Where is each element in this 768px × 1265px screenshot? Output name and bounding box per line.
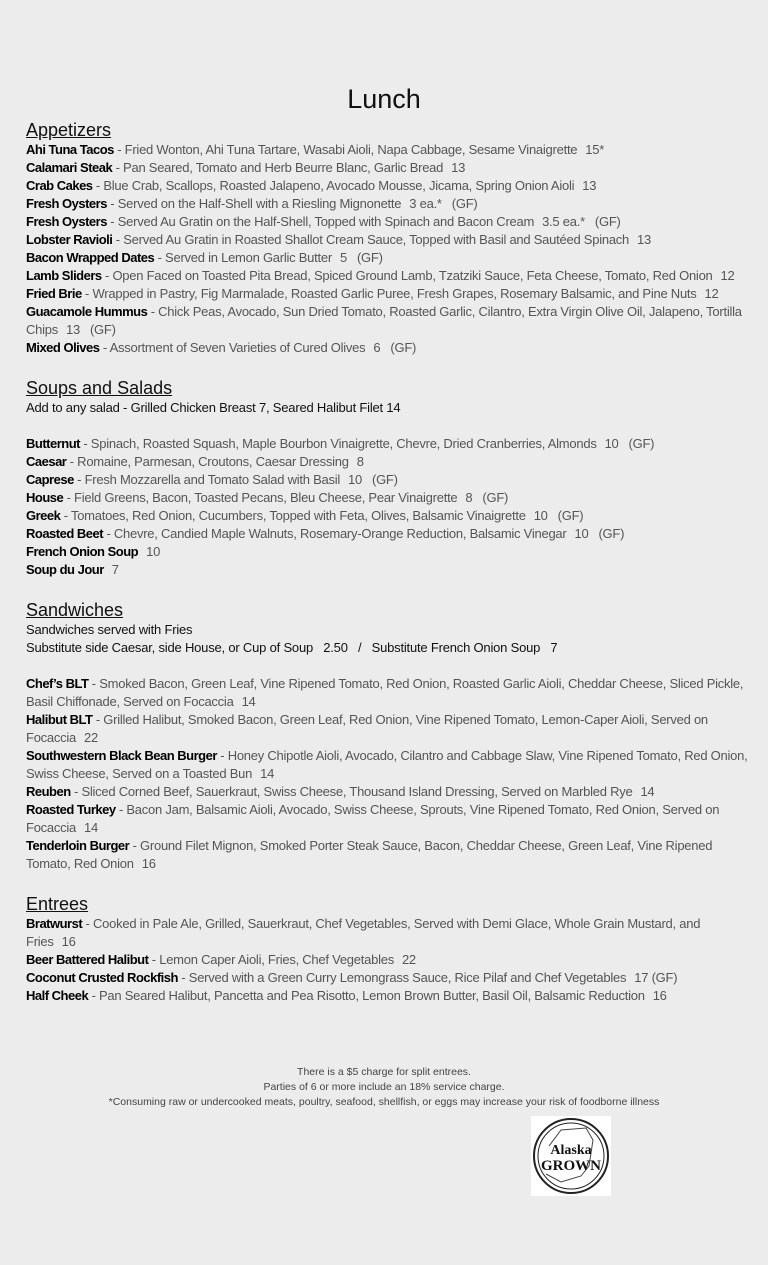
- menu-item-description: - Smoked Bacon, Green Leaf, Vine Ripened Tomato, Red Onion, Roasted Garlic Aioli, Cheddar Cheese, Sliced Pickle, Basil Chiffonade, Served on Focaccia: [26, 676, 744, 709]
- menu-item-name: Lobster Ravioli: [26, 232, 113, 247]
- menu-item-name: Southwestern Black Bean Burger: [26, 748, 217, 763]
- menu-item-name: French Onion Soup: [26, 544, 139, 559]
- menu-item-name: Calamari Steak: [26, 160, 113, 175]
- menu-item: [26, 747, 750, 783]
- section-entrees: [26, 893, 750, 1005]
- menu-item-price: 17 (GF): [634, 970, 678, 985]
- svg-text:GROWN: GROWN: [541, 1158, 601, 1174]
- menu-item-description: - Romaine, Parmesan, Croutons, Caesar Dressing: [66, 454, 349, 469]
- menu-item: [26, 543, 750, 561]
- menu-item-price: 3 ea.*: [409, 196, 442, 211]
- menu-item-name: Bacon Wrapped Dates: [26, 250, 155, 265]
- gluten-free-tag: (GF): [557, 508, 584, 523]
- menu-item-name: Bratwurst: [26, 916, 83, 931]
- menu-item-price: 10: [348, 472, 362, 487]
- menu-item-name: Crab Cakes: [26, 178, 93, 193]
- menu-item: [26, 453, 750, 471]
- menu-item: [26, 213, 750, 231]
- menu-item-description: - Spinach, Roasted Squash, Maple Bourbon Vinaigrette, Chevre, Dried Cranberries, Almonds: [80, 436, 597, 451]
- alaska-grown-logo-icon: [531, 1116, 611, 1196]
- menu-item-name: Greek: [26, 508, 61, 523]
- menu-item: [26, 303, 750, 339]
- menu-item-price: 10: [533, 508, 548, 523]
- section-heading: Appetizers: [26, 120, 112, 140]
- menu-item-name: Soup du Jour: [26, 562, 104, 577]
- menu-item-name: House: [26, 490, 64, 505]
- gluten-free-tag: (GF): [482, 490, 509, 505]
- menu-item-name: Ahi Tuna Tacos: [26, 142, 114, 157]
- menu-item-description: - Chick Peas, Avocado, Sun Dried Tomato, Roasted Garlic, Cilantro, Extra Virgin Olive Oil, Jalapeno, Tortilla Chips: [26, 304, 742, 337]
- menu-item-price: 22: [401, 952, 416, 967]
- gluten-free-tag: (GF): [628, 436, 655, 451]
- menu-item-price: 12: [704, 286, 719, 301]
- section-sandwiches: [26, 599, 750, 873]
- menu-item-name: Caesar: [26, 454, 67, 469]
- gluten-free-tag: (GF): [390, 340, 417, 355]
- menu-item-price: 12: [720, 268, 735, 283]
- menu-item-price: 22: [84, 730, 98, 745]
- menu-item: [26, 231, 750, 249]
- section-heading: Sandwiches: [26, 600, 124, 620]
- menu-item: [26, 141, 750, 159]
- menu-item: [26, 969, 750, 987]
- gluten-free-tag: (GF): [371, 472, 398, 487]
- menu-item: [26, 987, 750, 1005]
- menu-item-description: - Served Au Gratin on the Half-Shell, Topped with Spinach and Bacon Cream: [106, 214, 535, 229]
- gluten-free-tag: (GF): [356, 250, 383, 265]
- footer-line: *Consuming raw or undercooked meats, poultry, seafood, shellfish, or eggs may increase your risk of foodborne illness: [108, 1096, 660, 1108]
- menu-item: [26, 159, 750, 177]
- menu-item: [26, 525, 750, 543]
- menu-item-price: 14: [640, 784, 655, 799]
- menu-item: [26, 915, 750, 951]
- footer-notes: [0, 1065, 768, 1110]
- menu-item-description: - Field Greens, Bacon, Toasted Pecans, Bleu Cheese, Pear Vinaigrette: [63, 490, 458, 505]
- menu-item-description: - Open Faced on Toasted Pita Bread, Spiced Ground Lamb, Tzatziki Sauce, Feta Cheese, Tomato, Red Onion: [101, 268, 713, 283]
- menu-item-description: - Assortment of Seven Varieties of Cured Olives: [99, 340, 366, 355]
- menu-item: [26, 267, 750, 285]
- menu-item-price: 6: [373, 340, 381, 355]
- section-heading: Soups and Salads: [26, 378, 173, 398]
- menu-item-price: 16: [141, 856, 156, 871]
- menu-item-description: - Honey Chipotle Aioli, Avocado, Cilantro and Cabbage Slaw, Vine Ripened Tomato, Red Onion, Swiss Cheese, Served on a Toasted Bun: [26, 748, 748, 781]
- menu-item-price: 5: [339, 250, 347, 265]
- menu-item-price: 16: [61, 934, 76, 949]
- menu-item-description: - Chevre, Candied Maple Walnuts, Rosemary-Orange Reduction, Balsamic Vinegar: [103, 526, 567, 541]
- menu-item-description: - Lemon Caper Aioli, Fries, Chef Vegetables: [148, 952, 394, 967]
- section-heading: Entrees: [26, 894, 89, 914]
- section-appetizers: [26, 119, 750, 357]
- menu-item-name: Mixed Olives: [26, 340, 100, 355]
- menu-item: [26, 471, 750, 489]
- menu-item-price: 14: [241, 694, 256, 709]
- gluten-free-tag: (GF): [598, 526, 625, 541]
- menu-item: [26, 507, 750, 525]
- menu-item-name: Fresh Oysters: [26, 196, 107, 211]
- menu-item-price: 10: [604, 436, 619, 451]
- menu-item-price: 13: [451, 160, 466, 175]
- menu-item-description: - Served with a Green Curry Lemongrass Sauce, Rice Pilaf and Chef Vegetables: [177, 970, 627, 985]
- menu-item: [26, 783, 750, 801]
- svg-text:Alaska: Alaska: [550, 1143, 592, 1158]
- menu-item: [26, 951, 750, 969]
- menu-item-description: - Ground Filet Mignon, Smoked Porter Steak Sauce, Bacon, Cheddar Cheese, Green Leaf, Vine Ripened Tomato, Red Onion: [26, 838, 713, 871]
- menu-item-price: 13: [637, 232, 651, 247]
- menu-item-description: - Sliced Corned Beef, Sauerkraut, Swiss Cheese, Thousand Island Dressing, Served on Marbled Rye: [70, 784, 633, 799]
- menu-item-name: Fried Brie: [26, 286, 82, 301]
- menu-item: [26, 435, 750, 453]
- section-note: Sandwiches served with Fries: [26, 622, 193, 637]
- menu-item-price: 13: [66, 322, 80, 337]
- menu-item-name: Roasted Beet: [26, 526, 104, 541]
- section-note: Add to any salad - Grilled Chicken Breast 7, Seared Halibut Filet 14: [26, 400, 401, 415]
- menu-item-description: - Pan Seared, Tomato and Herb Beurre Blanc, Garlic Bread: [112, 160, 444, 175]
- menu-item: [26, 195, 750, 213]
- menu-item-price: 15*: [585, 142, 605, 157]
- menu-item-name: Coconut Crusted Rockfish: [26, 970, 178, 985]
- menu-item-description: - Served in Lemon Garlic Butter: [154, 250, 332, 265]
- gluten-free-tag: (GF): [89, 322, 116, 337]
- menu-item-price: 3.5 ea.*: [542, 214, 585, 229]
- menu-item-price: 10: [574, 526, 589, 541]
- menu-item-name: Halibut BLT: [26, 712, 93, 727]
- section-soups-salads: [26, 377, 750, 579]
- menu-item: [26, 489, 750, 507]
- gluten-free-tag: (GF): [451, 196, 478, 211]
- menu-item-description: - Pan Seared Halibut, Pancetta and Pea Risotto, Lemon Brown Butter, Basil Oil, Balsamic Reduction: [88, 988, 645, 1003]
- menu-item-name: Chef’s BLT: [26, 676, 89, 691]
- page-title: Lunch: [347, 84, 421, 114]
- menu-item-price: 14: [260, 766, 275, 781]
- menu-item-name: Beer Battered Halibut: [26, 952, 149, 967]
- menu-item-description: - Fried Wonton, Ahi Tuna Tartare, Wasabi Aioli, Napa Cabbage, Sesame Vinaigrette: [113, 142, 578, 157]
- menu-item-name: Half Cheek: [26, 988, 89, 1003]
- section-note: Substitute side Caesar, side House, or Cup of Soup 2.50 / Substitute French Onion Soup 7: [26, 640, 558, 655]
- menu-item-description: - Cooked in Pale Ale, Grilled, Sauerkraut, Chef Vegetables, Served with Demi Glace, Whole Grain Mustard, and Fries: [26, 916, 701, 949]
- menu-item-description: - Wrapped in Pastry, Fig Marmalade, Roasted Garlic Puree, Fresh Grapes, Rosemary Balsamic, and Pine Nuts: [81, 286, 697, 301]
- menu-item-description: - Served on the Half-Shell with a Riesling Mignonette: [106, 196, 402, 211]
- menu-item: [26, 285, 750, 303]
- footer-line: Parties of 6 or more include an 18% service charge.: [263, 1081, 505, 1093]
- menu-item: [26, 249, 750, 267]
- menu-item-price: 16: [652, 988, 667, 1003]
- menu-item-name: Roasted Turkey: [26, 802, 116, 817]
- menu-item-price: 7: [111, 562, 119, 577]
- menu-item-price: 10: [146, 544, 161, 559]
- menu-item-price: 14: [84, 820, 98, 835]
- gluten-free-tag: (GF): [594, 214, 621, 229]
- menu-item-description: - Tomatoes, Red Onion, Cucumbers, Topped with Feta, Olives, Balsamic Vinaigrette: [60, 508, 526, 523]
- menu-item: [26, 711, 750, 747]
- menu-item-price: 8: [465, 490, 473, 505]
- alaska-grown-logo: [531, 1116, 611, 1196]
- menu-item-price: 13: [582, 178, 597, 193]
- menu-item-description: - Blue Crab, Scallops, Roasted Jalapeno, Avocado Mousse, Jicama, Spring Onion Aioli: [92, 178, 575, 193]
- menu-item-name: Butternut: [26, 436, 80, 451]
- menu-item: [26, 177, 750, 195]
- menu-item-name: Tenderloin Burger: [26, 838, 130, 853]
- menu-item-name: Lamb Sliders: [26, 268, 102, 283]
- menu-item-description: - Bacon Jam, Balsamic Aioli, Avocado, Swiss Cheese, Sprouts, Vine Ripened Tomato, Red Onion, Served on Focaccia: [26, 802, 720, 835]
- menu-item-description: - Served Au Gratin in Roasted Shallot Cream Sauce, Topped with Basil and Sautéed Spinach: [112, 232, 630, 247]
- menu-item-name: Caprese: [26, 472, 74, 487]
- menu-item-price: 8: [356, 454, 364, 469]
- menu-item-name: Fresh Oysters: [26, 214, 107, 229]
- menu-item-description: - Grilled Halibut, Smoked Bacon, Green Leaf, Red Onion, Vine Ripened Tomato, Lemon-Caper Aioli, Served on Focaccia: [26, 712, 708, 745]
- menu-item-description: - Fresh Mozzarella and Tomato Salad with Basil: [73, 472, 341, 487]
- menu-item-name: Reuben: [26, 784, 71, 799]
- menu-item: [26, 561, 750, 579]
- menu-item: [26, 675, 750, 711]
- menu-item: [26, 801, 750, 837]
- menu-item: [26, 837, 750, 873]
- menu-item-name: Guacamole Hummus: [26, 304, 148, 319]
- footer-line: There is a $5 charge for split entrees.: [297, 1066, 471, 1078]
- menu-item: [26, 339, 750, 357]
